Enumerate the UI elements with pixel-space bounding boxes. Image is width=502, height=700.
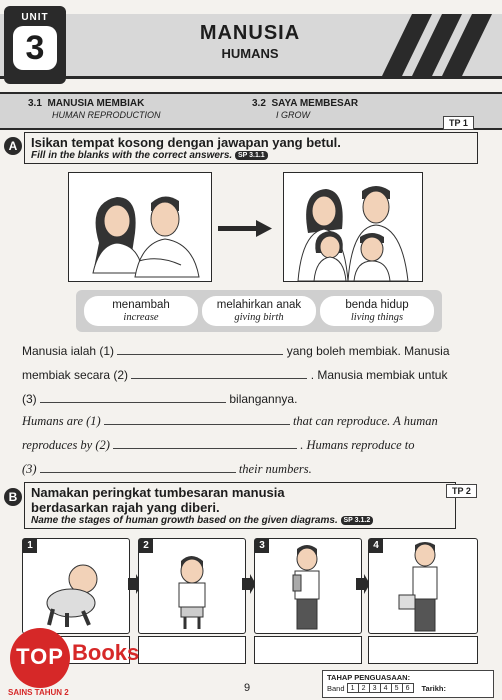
line-text: Humans are (1) — [22, 414, 101, 428]
blank-line-ms-1 — [22, 343, 450, 358]
line-text: their numbers. — [238, 462, 312, 476]
blank-line-en-3 — [22, 461, 312, 477]
blank-line-en-1 — [22, 413, 438, 429]
blank-line-en-2 — [22, 437, 415, 453]
tp-badge-a: TP 1 — [443, 116, 474, 130]
stage-number: 3 — [255, 539, 269, 553]
instruction-ms: Isikan tempat kosong dengan jawapan yang betul. — [31, 135, 341, 150]
band-row — [327, 683, 446, 693]
stage-box-2 — [138, 538, 246, 634]
answer-blank[interactable] — [117, 343, 283, 355]
line-text: (3) — [22, 392, 37, 406]
word-en: living things — [350, 312, 404, 323]
mastery-box — [322, 670, 494, 698]
answer-blank[interactable] — [131, 367, 307, 379]
line-text: that can reproduce. A human — [292, 414, 438, 428]
couple-picture — [68, 172, 212, 282]
section-a-instruction — [24, 132, 478, 164]
word-ms: benda hidup — [345, 299, 409, 311]
sp-code: SP 3.1.1 — [235, 151, 268, 160]
answer-blank[interactable] — [104, 413, 290, 425]
section-b-instruction — [24, 482, 456, 529]
instruction-en-text: Name the stages of human growth based on the given diagrams. — [31, 515, 338, 526]
band-cell[interactable]: 6 — [402, 684, 413, 693]
topic-sublabel: I GROW — [276, 110, 310, 120]
family-picture — [283, 172, 423, 282]
stage-number: 1 — [23, 539, 37, 553]
instruction-en-text: Fill in the blanks with the correct answers. — [31, 150, 233, 161]
instruction-en — [31, 150, 471, 161]
sp-code: SP 3.1.2 — [341, 516, 374, 525]
band-cell[interactable]: 3 — [369, 684, 380, 693]
topic-3-2 — [252, 98, 358, 120]
stage-number: 2 — [139, 539, 153, 553]
page-subtitle: HUMANS — [221, 46, 279, 61]
answer-blank[interactable] — [40, 461, 236, 473]
date-label: Tarikh: — [421, 683, 446, 693]
blank-line-ms-2 — [22, 367, 447, 382]
answer-box-4[interactable] — [368, 636, 478, 664]
logo-books-text: Books — [72, 640, 140, 665]
line-text: . Humans reproduce to — [300, 438, 415, 452]
unit-badge — [4, 6, 66, 84]
line-text: reproduces by (2) — [22, 438, 110, 452]
stage-box-4 — [368, 538, 478, 634]
word-chip — [320, 296, 434, 326]
blank-line-ms-3 — [22, 391, 297, 406]
tp-badge-b: TP 2 — [446, 484, 477, 498]
word-en: increase — [123, 312, 159, 323]
word-en: giving birth — [234, 312, 284, 323]
line-text: bilangannya. — [229, 392, 298, 406]
section-a-letter: A — [4, 137, 22, 155]
band-cell[interactable]: 5 — [391, 684, 402, 693]
word-chip — [84, 296, 198, 326]
band-table — [347, 683, 414, 693]
line-text: membiak secara (2) — [22, 368, 129, 382]
band-cell[interactable]: 4 — [380, 684, 391, 693]
stage-box-1 — [22, 538, 130, 634]
topic-number: 3.2 — [252, 98, 266, 109]
topic-3-1 — [28, 98, 161, 120]
teenager-picture — [255, 539, 361, 633]
band-cell[interactable]: 1 — [347, 684, 358, 693]
adult-picture — [369, 539, 477, 633]
instruction-ms-1: Namakan peringkat tumbesaran manusia — [31, 485, 285, 500]
mastery-label: TAHAP PENGUASAAN: — [327, 673, 411, 682]
line-text: yang boleh membiak. Manusia — [286, 344, 450, 358]
stage-number: 4 — [369, 539, 383, 553]
topic-sublabel: HUMAN REPRODUCTION — [52, 110, 161, 120]
topic-label: MANUSIA MEMBIAK — [47, 98, 145, 109]
baby-picture — [23, 539, 129, 633]
topic-label: SAYA MEMBESAR — [271, 98, 359, 109]
band-label: Band — [327, 683, 345, 693]
page-title: MANUSIA — [199, 22, 301, 44]
subject-label: SAINS TAHUN 2 — [8, 688, 69, 697]
answer-blank[interactable] — [113, 437, 297, 449]
line-text: (3) — [22, 462, 37, 476]
instruction-en — [31, 515, 449, 526]
section-b-letter: B — [4, 488, 22, 506]
child-picture — [139, 539, 245, 633]
word-bank — [76, 290, 442, 332]
page-number: 9 — [244, 682, 251, 694]
band-cell[interactable]: 2 — [358, 684, 369, 693]
unit-label: UNIT — [21, 12, 49, 23]
line-text: Manusia ialah (1) — [22, 344, 115, 358]
instruction-ms-2: berdasarkan rajah yang diberi. — [31, 500, 220, 515]
topic-number: 3.1 — [28, 98, 42, 109]
unit-number: 3 — [13, 26, 57, 70]
stage-box-3 — [254, 538, 362, 634]
word-ms: menambah — [112, 299, 170, 311]
word-ms: melahirkan anak — [216, 299, 302, 311]
answer-box-3[interactable] — [254, 636, 362, 664]
line-text: . Manusia membiak untuk — [310, 368, 448, 382]
answer-blank[interactable] — [40, 391, 226, 403]
logo-badge — [10, 628, 70, 688]
word-chip — [202, 296, 316, 326]
decorative-stripes — [382, 14, 502, 76]
answer-box-2[interactable] — [138, 636, 246, 664]
logo-top-text: TOP — [16, 644, 64, 669]
right-arrow-icon — [216, 218, 276, 238]
